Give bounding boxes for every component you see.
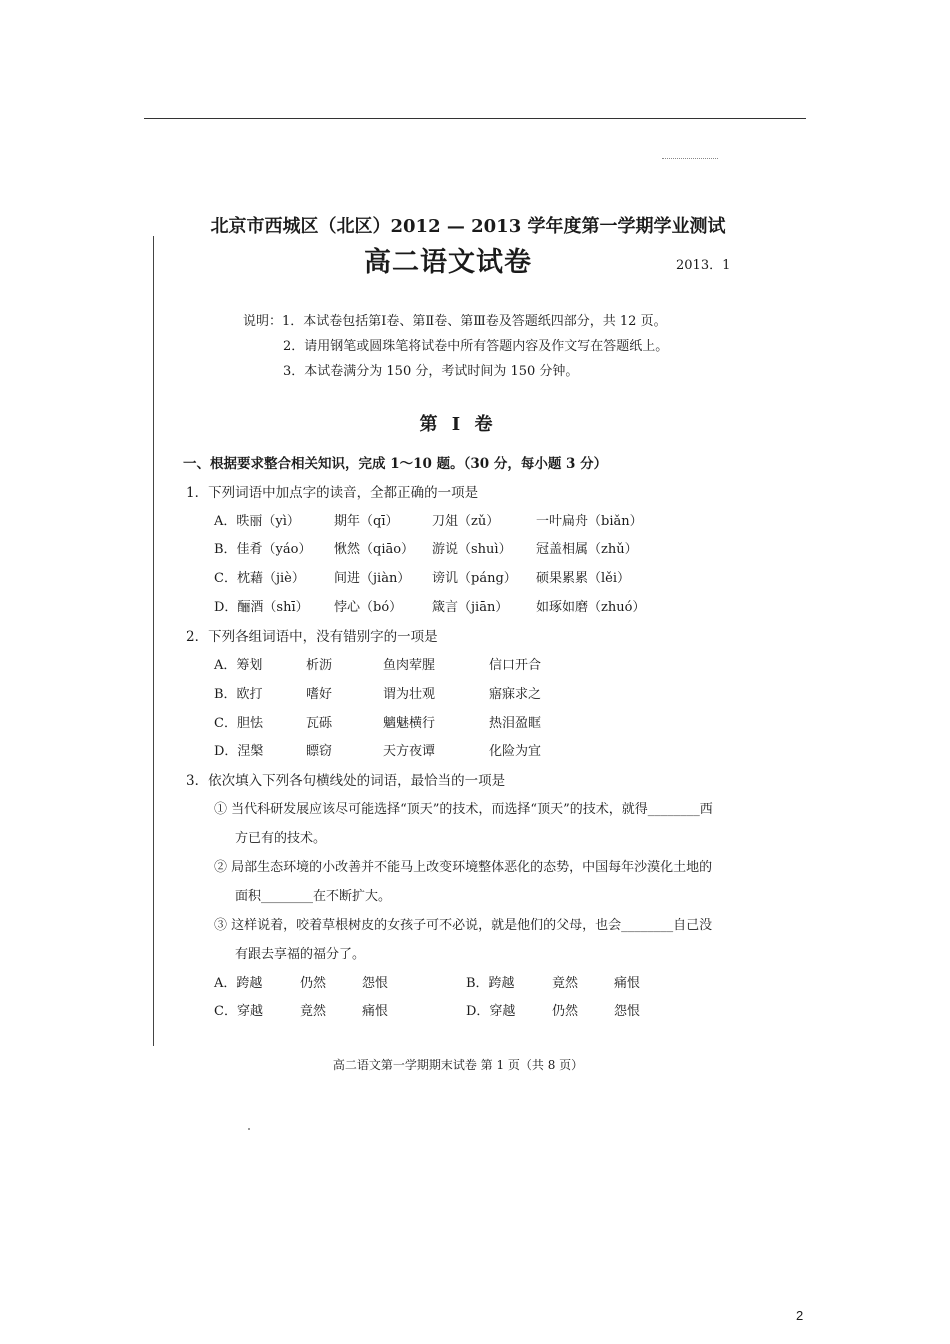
exam-title: 高二语文试卷: [364, 247, 532, 278]
q3-option-item: A．跨越: [214, 976, 263, 991]
q3-option-item: 竟然: [300, 1004, 327, 1019]
q2-d-item: 天方夜谭: [383, 744, 436, 759]
q2-c-item: 瓦砾: [306, 716, 333, 731]
q3-sentence-2-cont: 面积________在不断扩大。: [235, 889, 392, 904]
top-rule: [144, 118, 806, 119]
note-2: 2．请用钢笔或圆珠笔将试卷中所有答题内容及作文写在答题纸上。: [283, 339, 669, 354]
q3-sentence-3-cont: 有跟去享福的福分了。: [235, 947, 366, 962]
q1-option-d: [0, 596, 950, 616]
q2-d-item: 瞟窃: [306, 744, 333, 759]
q2-a-item: 析沥: [306, 658, 333, 673]
q1-c-item: C．枕藉（jiè）: [214, 571, 305, 586]
q1-b-item: 游说（shuì）: [432, 542, 512, 557]
exam-title-line1: 北京市西城区（北区）2012 — 2013 学年度第一学期学业测试: [210, 216, 726, 237]
q2-c-item: C．胆怯: [214, 716, 263, 731]
q3-sentence-1: ① 当代科研发展应该尽可能选择“顶天”的技术，而选择“顶天”的技术，就得________西: [214, 802, 713, 817]
q2-option-a: [0, 654, 950, 674]
q1-a-item: 期年（qī）: [334, 514, 399, 529]
q3-option-item: 痛恨: [362, 1004, 389, 1019]
q1-option-a: [0, 510, 950, 530]
scan-mark: [662, 158, 718, 161]
q1-a-item: A．昳丽（yì）: [214, 514, 300, 529]
q2-d-item: 化险为宜: [489, 744, 542, 759]
q1-option-c: [0, 567, 950, 587]
page-number: 2: [796, 1308, 804, 1323]
q1-b-item: 冠盖相属（zhǔ）: [536, 542, 638, 557]
q2-option-d: [0, 740, 950, 760]
question-3-stem: 3．依次填入下列各句横线处的词语，最恰当的一项是: [186, 773, 506, 789]
q3-option-item: 怨恨: [362, 976, 389, 991]
q2-b-item: 寤寐求之: [489, 687, 542, 702]
q2-option-b: [0, 683, 950, 703]
q1-d-item: 如琢如磨（zhuó）: [536, 600, 646, 615]
binding-margin-line: [153, 236, 154, 1046]
question-2-stem: 2．下列各组词语中，没有错别字的一项是: [186, 629, 438, 645]
q3-options-row-2: [0, 1000, 950, 1020]
q1-d-item: 悖心（bó）: [334, 600, 403, 615]
volume-title: 第 Ⅰ 卷: [419, 414, 497, 435]
q1-a-item: 一叶扁舟（biǎn）: [536, 514, 643, 529]
q3-sentence-2: ② 局部生态环境的小改善并不能马上改变环境整体恶化的态势，中国每年沙漠化土地的: [214, 860, 713, 875]
q1-c-item: 谤讥（páng）: [432, 571, 517, 586]
q3-option-item: 竟然: [552, 976, 579, 991]
q1-option-b: [0, 538, 950, 558]
q2-a-item: A．筹划: [214, 658, 263, 673]
q3-option-item: B．跨越: [466, 976, 515, 991]
q3-option-item: 仍然: [552, 1004, 579, 1019]
q3-option-item: 痛恨: [614, 976, 641, 991]
q1-d-item: 箴言（jiān）: [432, 600, 509, 615]
note-3: 3．本试卷满分为 150 分，考试时间为 150 分钟。: [283, 364, 579, 379]
note-1: 说明：1．本试卷包括第Ⅰ卷、第Ⅱ卷、第Ⅲ卷及答题纸四部分，共 12 页。: [243, 314, 667, 329]
q3-sentence-3: ③ 这样说着，咬着草根树皮的女孩子可不必说，就是他们的父母，也会________自己没: [214, 918, 713, 933]
q3-options-row-1: [0, 972, 950, 992]
q1-b-item: B．佳肴（yáo）: [214, 542, 312, 557]
q2-d-item: D．涅槃: [214, 744, 264, 759]
q2-option-c: [0, 712, 950, 732]
question-1-stem: 1．下列词语中加点字的读音，全都正确的一项是: [186, 485, 479, 501]
q1-d-item: D．酾酒（shī）: [214, 600, 309, 615]
q2-b-item: 谓为壮观: [383, 687, 436, 702]
q1-c-item: 间进（jiàn）: [334, 571, 411, 586]
q2-c-item: 热泪盈眶: [489, 716, 542, 731]
q3-sentence-1-cont: 方已有的技术。: [235, 831, 327, 846]
page-footer: 高二语文第一学期期末试卷 第 1 页（共 8 页）: [332, 1058, 584, 1072]
q1-a-item: 刀俎（zǔ）: [432, 514, 500, 529]
q3-option-item: 仍然: [300, 976, 327, 991]
q1-c-item: 硕果累累（lěi）: [536, 571, 631, 586]
scan-speck: [248, 1128, 250, 1130]
q2-b-item: B．欧打: [214, 687, 263, 702]
q2-a-item: 信口开合: [489, 658, 542, 673]
q2-c-item: 魑魅横行: [383, 716, 436, 731]
q1-b-item: 愀然（qiāo）: [334, 542, 415, 557]
q2-b-item: 嗜好: [306, 687, 333, 702]
exam-date: 2013．1: [676, 258, 731, 273]
q3-option-item: C．穿越: [214, 1004, 263, 1019]
section-heading: 一、根据要求整合相关知识，完成 1～10 题。（30 分，每小题 3 分）: [183, 456, 608, 472]
q2-a-item: 鱼肉荤腥: [383, 658, 436, 673]
q3-option-item: D．穿越: [466, 1004, 516, 1019]
q3-option-item: 怨恨: [614, 1004, 641, 1019]
